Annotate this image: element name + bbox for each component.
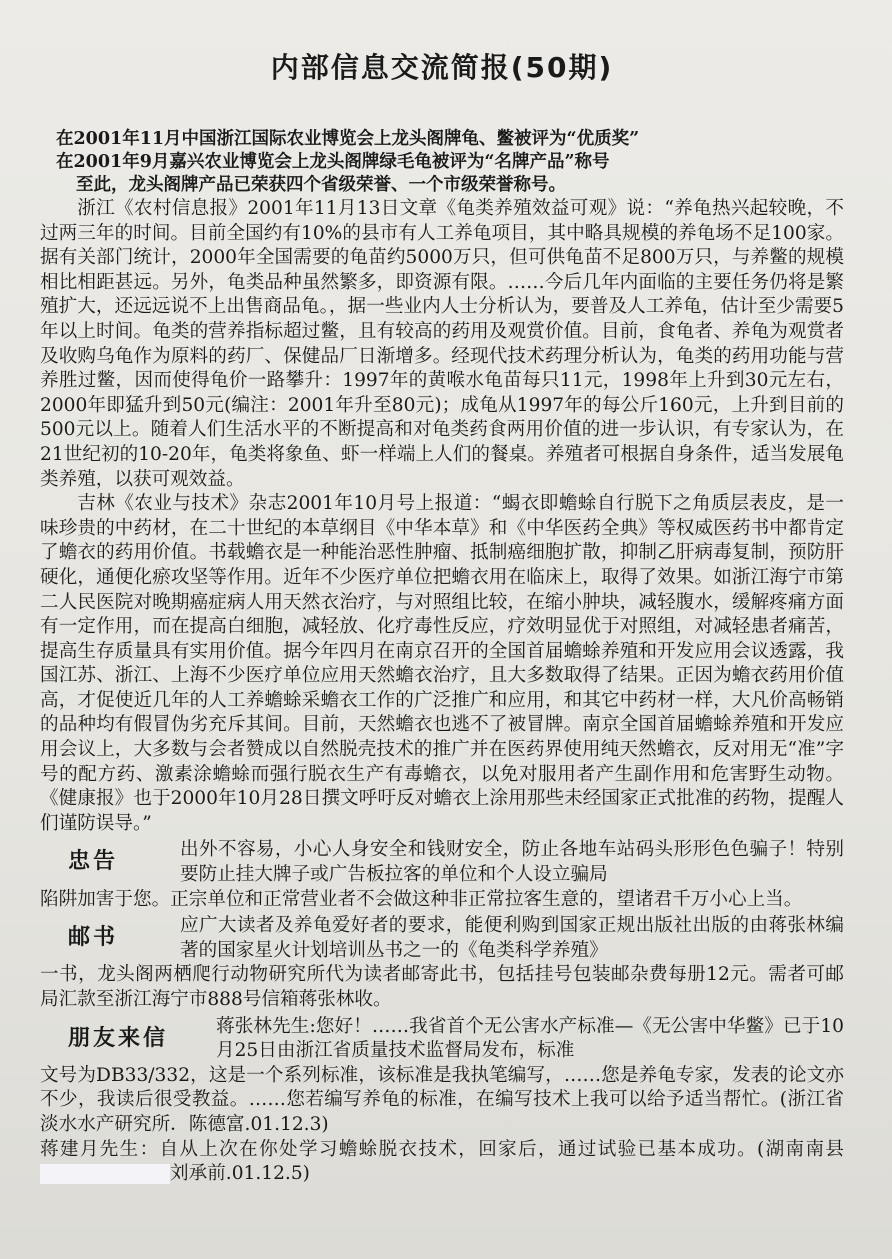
letters-heading: 朋友来信 <box>68 1025 169 1051</box>
letter-1-lead: 蒋张林先生:您好！……我省首个无公害水产标准—《无公害中华鳖》已于10月25日由浙江省质量技术监督局发布，标准 <box>216 1015 844 1062</box>
mailbook-lead: 应广大读者及养龟爱好者的要求，能便利购到国家正规出版社出版的由蒋张林编著的国家星火计划培训丛书之一的《龟类科学养殖》 <box>180 915 844 961</box>
mailbook-section <box>40 914 844 1012</box>
warning-lead: 出外不容易，小心人身安全和钱财安全，防止各地车站码头形形色色骗子！特别要防止挂大牌子或广告板拉客的单位和个人设立骗局 <box>180 839 844 886</box>
letter-2-signature: 刘承前.01.12.5) <box>170 1163 310 1185</box>
article-turtle: 浙江《农村信息报》2001年11月13日文章《龟类养殖效益可观》说：“养龟热兴起较晚，不过两三年的时间。目前全国约有10%的县市有人工养龟项目，其中略具规模的养龟场不足100家。据有关部门统计，2000年全国需要的龟苗约5000万只，但可供龟苗不足800万只，与养鳖的规模相比相距甚远。另外，龟类品种虽然繁多，即资源有限。……今后几年内面临的主要任务仍将是繁殖扩大，还远远说不上出售商品龟。，据一些业内人士分析认为，要普及人工养龟，估计至少需要5年以上时间。龟类的营养指标超过鳖，且有较高的药用及观赏价值。目前，食龟者、养龟为观赏者及收购乌龟作为原料的药厂、保健品厂日渐增多。经现代技术药理分析认为，龟类的药用功能与营养胜过鳖，因而使得龟价一路攀升：1997年的黄喉水龟苗每只11元，1998年上升到30元左右，2000年即猛升到50元(编注：2001年升至80元)；成龟从1997年的每公斤160元，上升到目前的500元以上。随着人们生活水平的不断提高和对龟类药食两用价值的进一步认识，有专家认为，在21世纪初的10-20年，龟类将象鱼、虾一样端上人们的餐桌。养殖者可根据自身条件，适当发展龟类养殖，以获可观效益。 <box>40 198 844 490</box>
awards-block <box>40 128 844 197</box>
letter-1-rest: 文号为DB33/332，这是一个系列标准，该标准是我执笔编写，……您是养龟专家，发表的论文亦不少，我读后很受教益。……您若编写养龟的标准，在编写技术上我可以给予适当帮忙。(浙江省淡水水产研究所．陈德富.01.12.3) <box>40 1064 844 1135</box>
mailbook-heading: 邮书 <box>68 925 119 951</box>
warning-heading: 忠告 <box>68 849 119 875</box>
letter-2 <box>40 1138 844 1187</box>
letter-2-text: 蒋建月先生：自从上次在你处学习蟾蜍脱衣技术，回家后，通过试验已基本成功。(湖南南县 <box>40 1138 844 1160</box>
warning-rest: 陷阱加害于您。正宗单位和正常营业者不会做这种非正常拉客生意的，望诸君千万小心上当。 <box>40 888 803 910</box>
article-toad-skin: 吉林《农业与技术》杂志2001年10月号上报道：“蝎衣即蟾蜍自行脱下之角质层表皮，是一味珍贵的中药材，在二十世纪的本草纲目《中华本草》和《中华医药全典》等权威医药书中都肯定了蟾衣的药用价值。书载蟾衣是一种能治恶性肿瘤、抵制癌细胞扩散，抑制乙肝病毒复制，预防肝硬化，通便化瘀攻坚等作用。近年不少医疗单位把蟾衣用在临床上，取得了效果。如浙江海宁市第二人民医院对晚期癌症病人用天然衣治疗，与对照组比较，在缩小肿块，减轻腹水，缓解疼痛方面有一定作用，而在提高白细胞，减轻放、化疗毒性反应，疗效明显优于对照组，对减轻患者痛苦，提高生存质量具有实用价值。据今年四月在南京召开的全国首届蟾蜍养殖和开发应用会议透露，我国江苏、浙江、上海不少医疗单位应用天然蟾衣治疗，且大多数取得了结果。正因为蟾衣药用价值高，才促使近几年的人工养蟾蜍采蟾衣工作的广泛推广和应用，和其它中药材一样，大凡价高畅销的品种均有假冒伪劣充斥其间。目前，天然蟾衣也逃不了被冒牌。南京全国首届蟾蜍养殖和开发应用会议上，大多数与会者赞成以自然脱壳技术的推广并在医药界使用纯天然蟾衣，反对用无“准”字号的配方药、激素涂蟾蜍而强行脱衣生产有毒蟾衣，以免对服用者产生副作用和危害野生动物。《健康报》也于2000年10月28日撰文呼吁反对蟾衣上涂用那些未经国家正式批准的药物，提醒人们谨防误导。” <box>40 493 844 834</box>
letters-section <box>40 1015 844 1187</box>
mailbook-rest: 一书，龙头阁两栖爬行动物研究所代为读者邮寄此书，包括挂号包装邮杂费每册12元。需者可邮局汇款至浙江海宁市888号信箱蒋张林收。 <box>40 964 844 1010</box>
award-line-2: 在2001年9月嘉兴农业博览会上龙头阁牌绿毛龟被评为“名牌产品”称号 <box>56 152 610 172</box>
warning-section <box>40 838 844 912</box>
award-line-1: 在2001年11月中国浙江国际农业博览会上龙头阁牌龟、鳖被评为“优质奖” <box>56 129 640 149</box>
award-line-3: 至此，龙头阁牌产品已荣获四个省级荣誉、一个市级荣誉称号。 <box>76 175 566 195</box>
articles-block <box>40 197 844 836</box>
page-title: 内部信息交流简报(50期) <box>270 51 614 84</box>
redaction-box <box>40 1164 170 1184</box>
